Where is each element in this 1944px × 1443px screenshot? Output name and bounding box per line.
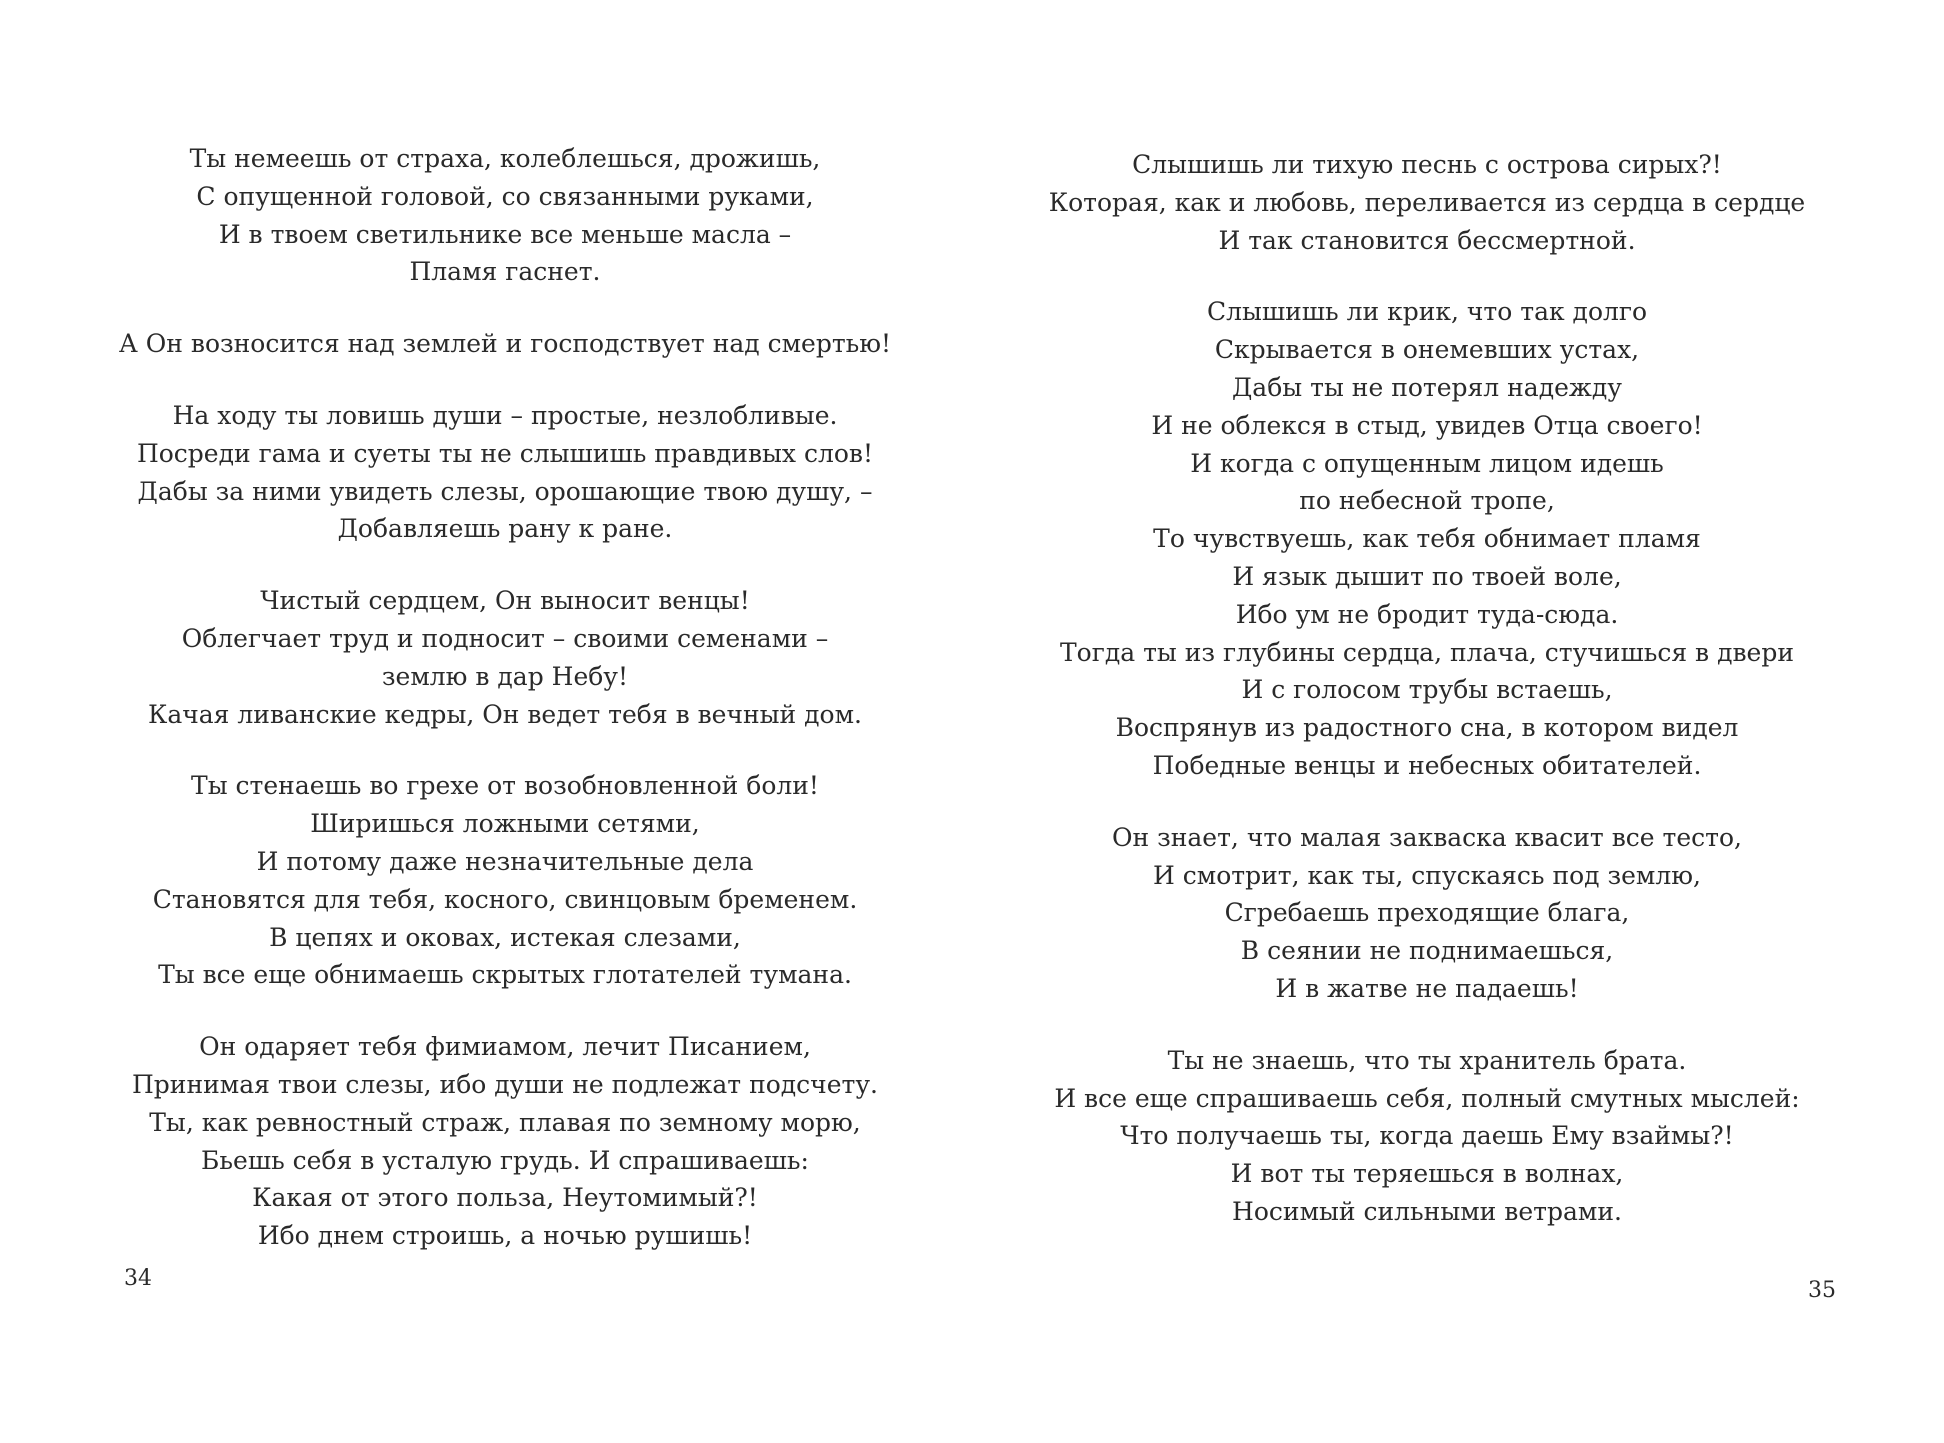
poem-line: Что получаешь ты, когда даешь Ему взаймы?! bbox=[1120, 1121, 1734, 1151]
poem-line: Принимая твои слезы, ибо души не подлежат подсчету. bbox=[132, 1069, 878, 1099]
poem-line: Посреди гама и суеты ты не слышишь правдивых слов! bbox=[136, 438, 874, 468]
poem-line: Победные венцы и небесных обитателей. bbox=[1152, 750, 1702, 780]
poem-line: Какая от этого польза, Неутомимый?! bbox=[252, 1183, 758, 1213]
poem-line: И потому даже незначительные дела bbox=[256, 846, 754, 876]
poem-line: И в жатве не падаешь! bbox=[1275, 973, 1579, 1003]
right-poem bbox=[1032, 146, 1822, 1265]
poem-line: Ты стенаешь во грехе от возобновленной боли! bbox=[191, 771, 819, 801]
stanza bbox=[110, 582, 900, 733]
poem-line: И с голосом трубы встаешь, bbox=[1241, 675, 1613, 705]
poem-line: С опущенной головой, со связанными руками, bbox=[196, 181, 814, 211]
poem-line: На ходу ты ловишь души – простые, незлобливые. bbox=[172, 400, 838, 430]
poem-line: Ты, как ревностный страж, плавая по земному морю, bbox=[149, 1107, 861, 1137]
poem-line: Бьешь себя в усталую грудь. И спрашиваешь: bbox=[201, 1145, 809, 1175]
poem-line: Сгребаешь преходящие блага, bbox=[1224, 898, 1630, 928]
poem-line: Дабы за ними увидеть слезы, орошающие твою душу, – bbox=[137, 476, 873, 506]
poem-line: Он одаряет тебя фимиамом, лечит Писанием, bbox=[199, 1032, 811, 1062]
poem-line: Чистый сердцем, Он выносит венцы! bbox=[260, 586, 750, 616]
left-poem bbox=[110, 140, 900, 1289]
stanza bbox=[1032, 146, 1822, 259]
poem-line: Воспрянув из радостного сна, в котором видел bbox=[1115, 713, 1739, 743]
poem-line: И все еще спрашиваешь себя, полный смутных мыслей: bbox=[1054, 1083, 1800, 1113]
page-number-right: 35 bbox=[1808, 1278, 1836, 1303]
poem-line: И вот ты теряешься в волнах, bbox=[1230, 1159, 1624, 1189]
stanza bbox=[1032, 819, 1822, 1008]
poem-line: И в твоем светильнике все меньше масла – bbox=[218, 219, 792, 249]
poem-line: Ширишься ложными сетями, bbox=[310, 809, 700, 839]
poem-line: Облегчает труд и подносит – своими семенами – bbox=[181, 623, 829, 653]
stanza bbox=[110, 397, 900, 548]
poem-line: Ты все еще обнимаешь скрытых глотателей тумана. bbox=[158, 960, 852, 990]
poem-line: А Он возносится над землей и господствует над смертью! bbox=[118, 329, 892, 359]
page-number-left: 34 bbox=[124, 1266, 152, 1291]
poem-line: Он знает, что малая закваска квасит все тесто, bbox=[1112, 822, 1742, 852]
poem-line: Пламя гаснет. bbox=[409, 257, 601, 287]
poem-line: Скрывается в онемевших устах, bbox=[1214, 335, 1640, 365]
stanza bbox=[110, 325, 900, 363]
poem-line: Становятся для тебя, косного, свинцовым бременем. bbox=[152, 884, 858, 914]
poem-line: Дабы ты не потерял надежду bbox=[1231, 372, 1622, 402]
poem-line: Добавляешь рану к ране. bbox=[337, 514, 673, 544]
poem-line: Ибо ум не бродит туда-сюда. bbox=[1235, 599, 1619, 629]
poem-line: И так становится бессмертной. bbox=[1218, 225, 1636, 255]
poem-line: В цепях и оковах, истекая слезами, bbox=[269, 922, 741, 952]
poem-line: Ты не знаешь, что ты хранитель брата. bbox=[1167, 1045, 1687, 1075]
poem-line: Тогда ты из глубины сердца, плача, стучишься в двери bbox=[1060, 637, 1794, 667]
poem-line: землю в дар Небу! bbox=[381, 661, 629, 691]
stanza bbox=[110, 767, 900, 994]
poem-line: И когда с опущенным лицом идешь bbox=[1190, 448, 1664, 478]
poem-line: Носимый сильными ветрами. bbox=[1232, 1196, 1622, 1226]
stanza bbox=[110, 140, 900, 291]
poem-line: И язык дышит по твоей воле, bbox=[1232, 561, 1622, 591]
poem-line: То чувствуешь, как тебя обнимает пламя bbox=[1153, 524, 1701, 554]
poem-line: по небесной тропе, bbox=[1299, 486, 1555, 516]
poem-line: Которая, как и любовь, переливается из сердца в сердце bbox=[1048, 187, 1806, 217]
poem-line: Слышишь ли тихую песнь с острова сирых?! bbox=[1132, 150, 1722, 179]
poem-line: Слышишь ли крик, что так долго bbox=[1206, 297, 1648, 327]
stanza bbox=[110, 1028, 900, 1255]
poem-line: Ты немеешь от страха, колеблешься, дрожишь, bbox=[189, 144, 821, 173]
poem-line: Качая ливанские кедры, Он ведет тебя в вечный дом. bbox=[148, 699, 862, 729]
stanza bbox=[1032, 1042, 1822, 1231]
poem-line: В сеянии не поднимаешься, bbox=[1240, 936, 1614, 966]
poem-line: И не облекся в стыд, увидев Отца своего! bbox=[1151, 410, 1703, 440]
right-page bbox=[972, 0, 1944, 1443]
stanza bbox=[1032, 293, 1822, 784]
poem-line: Ибо днем строишь, а ночью рушишь! bbox=[257, 1221, 753, 1251]
poem-line: И смотрит, как ты, спускаясь под землю, bbox=[1153, 860, 1701, 890]
